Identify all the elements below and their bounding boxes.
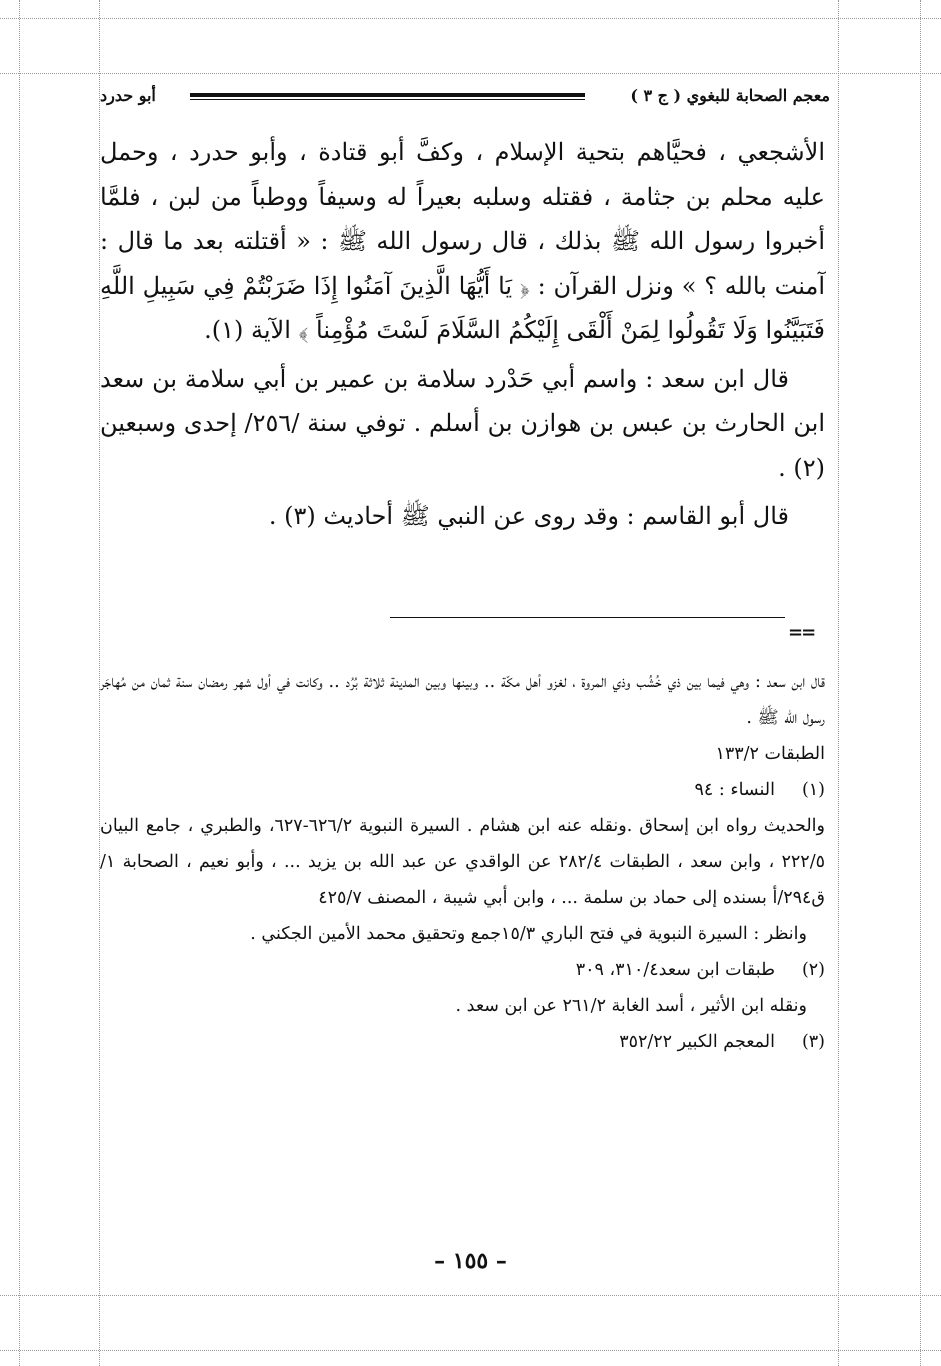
footnote-text: ونقله ابن الأثير ، أسد الغابة ٢٦١/٢ عن ابن سعد . xyxy=(455,996,807,1016)
header-rule-thin xyxy=(190,99,585,100)
grid-guide xyxy=(0,1350,941,1351)
footnote-2 xyxy=(100,952,825,988)
page-number: – ١٥٥ – xyxy=(434,1248,507,1274)
grid-guide xyxy=(19,0,20,1366)
grid-guide xyxy=(920,0,921,1366)
footnote-3 xyxy=(100,1024,825,1060)
grid-guide xyxy=(838,0,839,1366)
header-rule xyxy=(190,93,585,97)
paragraph: الأشجعي ، فحيَّاهم بتحية الإسلام ، وكفَّ أبو قتادة ، وأبو حدرد ، وحمل عليه محلم بن جثامة ، فقتله وسلبه بعيراً له وسيفاً ووطباً من لبن ، فلمَّا أخبروا رسول الله ﷺ بذلك ، قال رسول الله ﷺ : « أقتلته بعد ما قال : آمنت بالله ؟ » ونزل القرآن : ﴿ يَا أَيُّهَا الَّذِينَ آمَنُوا إِذَا ضَرَبْتُمْ فِي سَبِيلِ اللَّهِ فَتَبَيَّنُوا وَلَا تَقُولُوا لِمَنْ أَلْقَى إِلَيْكُمُ السَّلَامَ لَسْتَ مُؤْمِناً ﴾ الآية (١). xyxy=(100,138,825,344)
grid-guide xyxy=(0,1295,941,1296)
footnote-number: (٢) xyxy=(801,960,825,980)
book-title: معجم الصحابة للبغوي ( ج ٣ ) xyxy=(630,86,830,105)
grid-guide xyxy=(0,18,941,19)
paragraph: قال أبو القاسم : وقد روى عن النبي ﷺ أحاديث (٣) . xyxy=(268,502,789,530)
footnote-text: والحديث رواه ابن إسحاق .ونقله عنه ابن هشام . السيرة النبوية ٦٢٦/٢-٦٢٧، والطبري ، جامع البيان ٢٢٢/٥ ، وابن سعد ، الطبقات ٢٨٢/٤ عن الواقدي عن عبد الله بن يزيد ... ، وأبو نعيم ، الصحابة ١/ق٢٩٤/أ بسنده إلى حماد بن سلمة ... ، وابن أبي شيبة ، المصنف ٤٢٥/٧ xyxy=(100,816,825,908)
main-text xyxy=(100,130,825,539)
separator-mark: == xyxy=(788,622,815,643)
grid-guide xyxy=(0,73,941,74)
paragraph: قال ابن سعد : واسم أبي حَدْرد سلامة بن عمير بن أبي سلامة بن سعد ابن الحارث بن عبس بن هوازن بن أسلم . توفي سنة /٢٥٦/ إحدى وسبعين (٢) . xyxy=(100,364,825,482)
footnotes xyxy=(100,664,825,1060)
footnote-ref: طبقات ابن سعد٣١٠/٤، ٣٠٩ xyxy=(575,960,775,980)
footnote-continuation: قال ابن سعد : وهي فيما بين ذي خُشُب وذي المروة ، لغزو أهل مكّة .. وبينها وبين المدينة ثلاثة بُرُد .. وكانت في أول شهر رمضان سنة ثمان من مُهاجَر رسول الله ﷺ . xyxy=(100,672,825,728)
footnote-ref: المعجم الكبير ٣٥٢/٢٢ xyxy=(619,1032,775,1052)
running-header xyxy=(100,84,830,112)
footnote-continuation-ref: الطبقات ١٣٣/٢ xyxy=(715,744,825,764)
footnote-number: (٣) xyxy=(801,1032,825,1052)
footnote-1 xyxy=(100,772,825,808)
footnote-text: وانظر : السيرة النبوية في فتح الباري ١٥/٣جمع وتحقيق محمد الأمين الجكني . xyxy=(250,924,807,944)
footnote-ref: النساء : ٩٤ xyxy=(694,780,775,800)
footnote-separator xyxy=(390,617,785,618)
entry-name: أبو حدرد xyxy=(100,86,156,105)
footnote-number: (١) xyxy=(801,780,825,800)
